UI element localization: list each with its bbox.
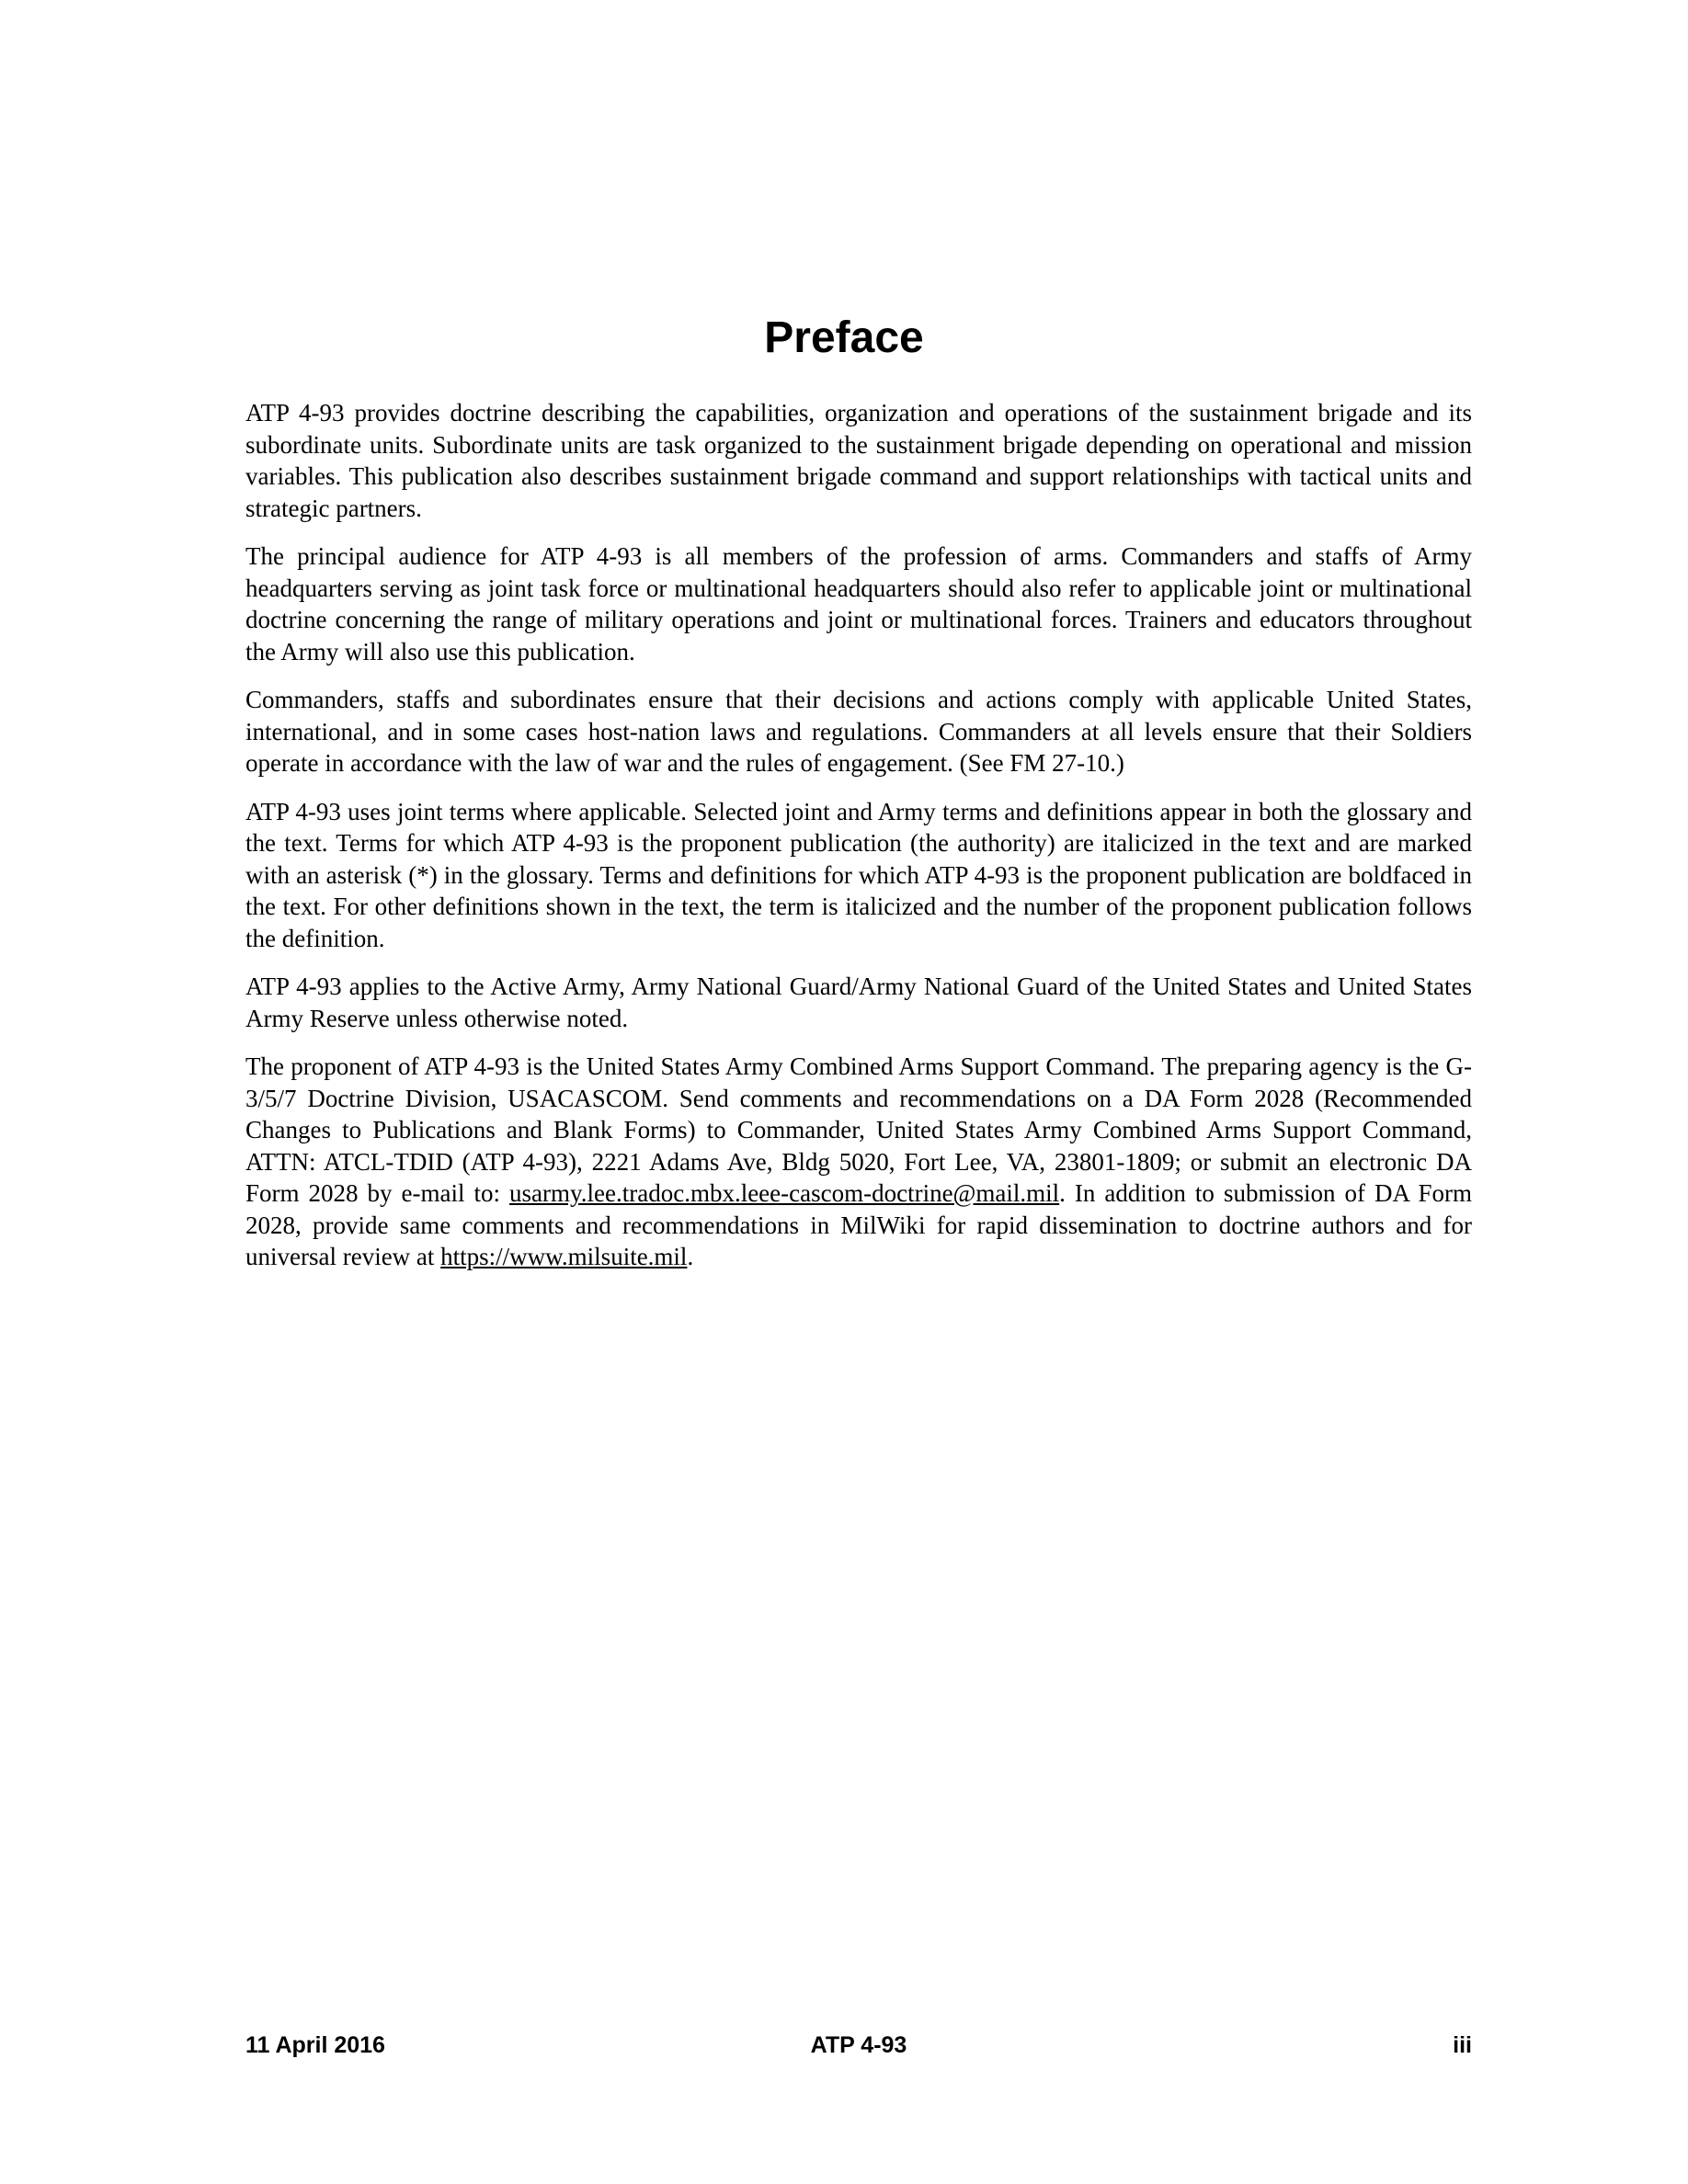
proponent-text-2: . In addition to submission of DA Form 2028, provide same comments and recommendations in MilWiki for rapid dissemination to doctrine authors and for universal review at <box>245 1179 1473 1270</box>
footer-date: 11 April 2016 <box>245 2032 385 2058</box>
preface-body <box>245 397 1472 1290</box>
paragraph-proponent <box>245 1051 1472 1273</box>
paragraph-terminology: ATP 4-93 uses joint terms where applicable. Selected joint and Army terms and definitions appear in both the glossary and the text. Terms for which ATP 4-93 is the proponent publication (the authority) are italicized in the text and are marked with an asterisk (*) in the glossary. Terms and definitions for which ATP 4-93 is the proponent publication are boldfaced in the text. For other definitions shown in the text, the term is italicized and the number of the proponent publication follows the definition. <box>245 797 1472 952</box>
email-link[interactable]: usarmy.lee.tradoc.mbx.leee-cascom-doctrine@mail.mil <box>509 1179 1060 1207</box>
page-title: Preface <box>764 313 924 362</box>
milsuite-link[interactable]: https://www.milsuite.mil <box>440 1243 688 1270</box>
proponent-text-3: . <box>687 1243 694 1270</box>
proponent-text-1: The proponent of ATP 4-93 is the United States Army Combined Arms Support Command. The preparing agency is the G-3/5/7 Doctrine Division, USACASCOM. Send comments and recommendations on a DA Form 2028 (Recommended Changes to Publications and Blank Forms) to Commander, United States Army Combined Arms Support Command, ATTN: ATCL-TDID (ATP 4-93), 2221 Adams Ave, Bldg 5020, Fort Lee, VA, 23801-1809; or submit an electronic DA Form 2028 by e-mail to: <box>245 1052 1472 1207</box>
page-footer <box>245 2030 1472 2061</box>
footer-publication: ATP 4-93 <box>810 2032 907 2058</box>
paragraph-audience: The principal audience for ATP 4-93 is all members of the profession of arms. Commanders and staffs of Army headquarters serving as joint task force or multinational headquarters should also refer to applicable joint or multinational doctrine concerning the range of military operations and joint or multinational forces. Trainers and educators throughout the Army will also use this publication. <box>245 542 1472 665</box>
paragraph-scope: ATP 4-93 provides doctrine describing the capabilities, organization and operations of the sustainment brigade and its subordinate units. Subordinate units are task organized to the sustainment brigade depending on operational and mission variables. This publication also describes sustainment brigade command and support relationships with tactical units and strategic partners. <box>245 399 1472 522</box>
paragraph-applicability: ATP 4-93 applies to the Active Army, Army National Guard/Army National Guard of the United States and United States Army Reserve unless otherwise noted. <box>245 973 1472 1032</box>
footer-page-number: iii <box>1453 2032 1472 2058</box>
paragraph-compliance: Commanders, staffs and subordinates ensure that their decisions and actions comply with applicable United States, international, and in some cases host-nation laws and regulations. Commanders at all levels ensure that their Soldiers operate in accordance with the law of war and the rules of engagement. (See FM 27-10.) <box>245 686 1472 777</box>
